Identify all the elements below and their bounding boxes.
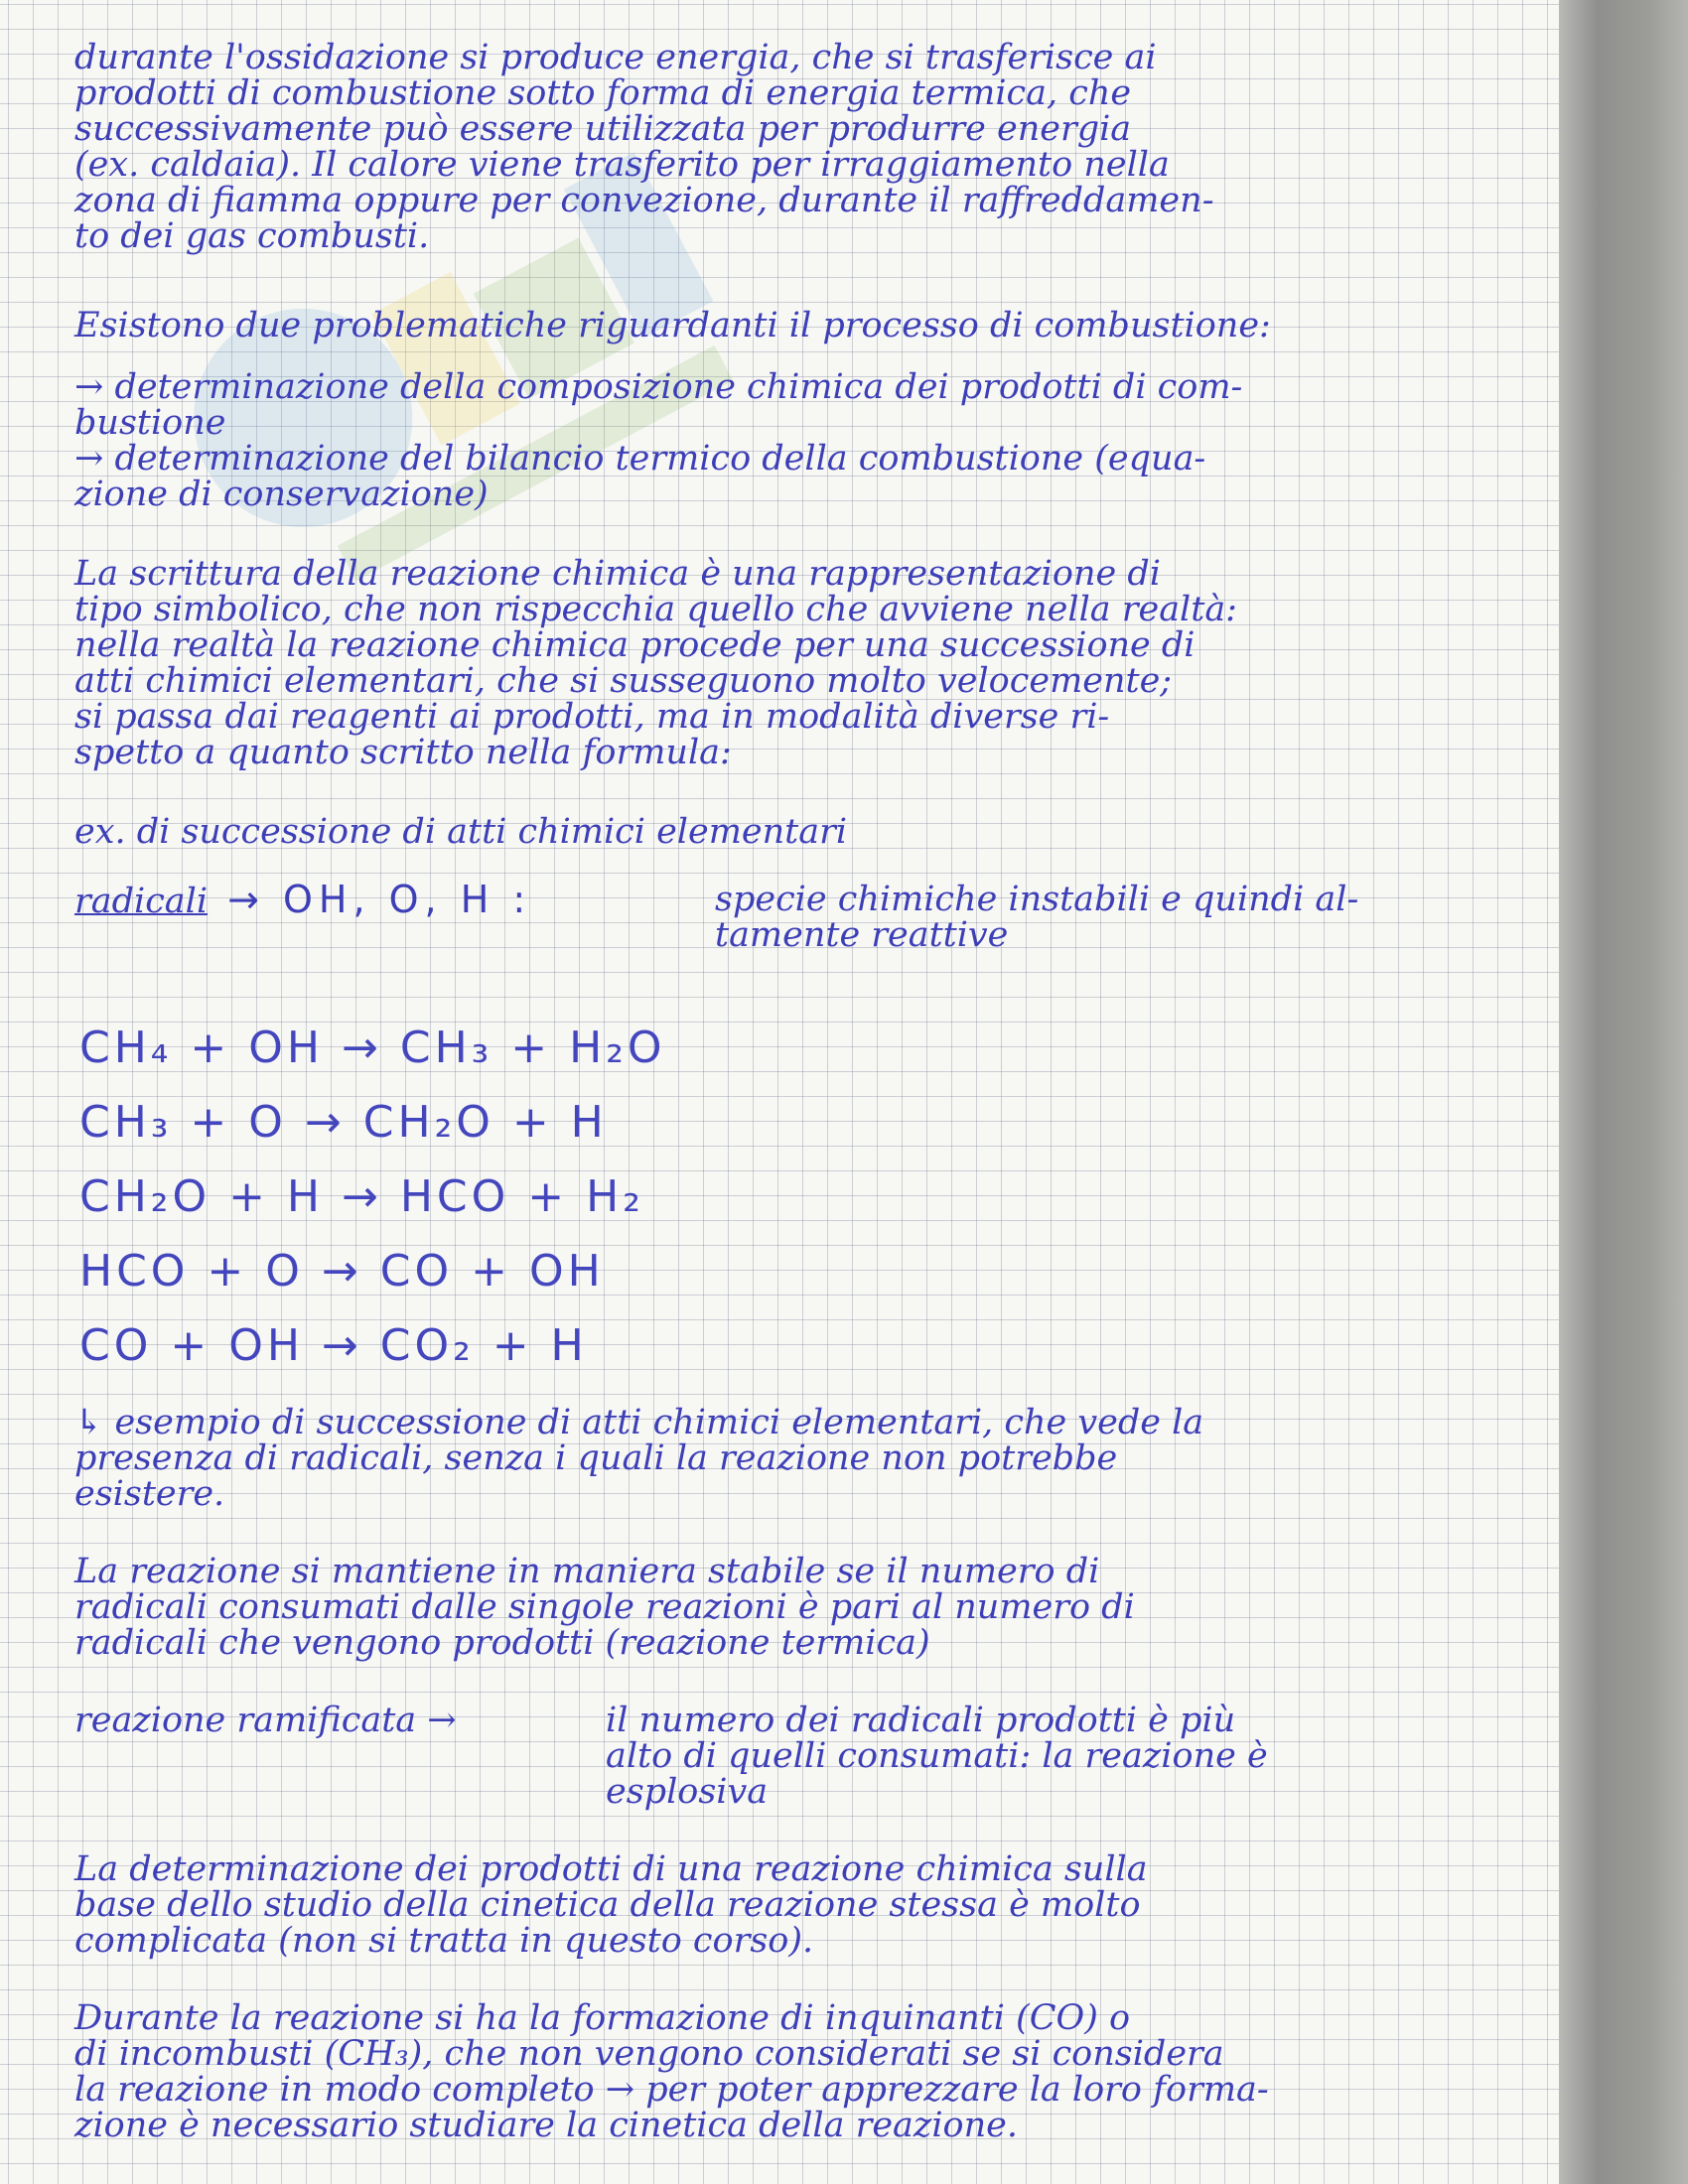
branched-label xyxy=(74,1703,457,1738)
list-item: bustione xyxy=(74,403,226,443)
text-line: alto di quelli consumati: la reazione è xyxy=(606,1736,1268,1776)
text-line: si passa dai reagenti ai prodotti, ma in modalità diverse ri- xyxy=(74,697,1110,737)
text-line: base dello studio della cinetica della reazione stessa è molto xyxy=(74,1885,1141,1925)
problems-list xyxy=(74,369,1242,512)
list-item: → determinazione del bilancio termico della combustione (equa- xyxy=(74,439,1206,478)
text-line: La scrittura della reazione chimica è una rappresentazione di xyxy=(74,554,1161,594)
text-line: presenza di radicali, senza i quali la reazione non potrebbe xyxy=(74,1438,1118,1478)
text-line: specie chimiche instabili e quindi al- xyxy=(715,880,1359,919)
text-line: esistere. xyxy=(74,1474,225,1514)
text-line: durante l'ossidazione si produce energia, che si trasferisce ai xyxy=(74,38,1157,77)
paragraph-stable-reaction xyxy=(74,1554,1135,1661)
text-line: Esistono due problematiche riguardanti il processo di combustione: xyxy=(74,306,1271,345)
text-line: Durante la reazione si ha la formazione di inquinanti (CO) o xyxy=(74,1998,1131,2038)
radicals-line xyxy=(74,878,532,921)
branched-description xyxy=(606,1703,1268,1810)
problems-intro xyxy=(74,308,1271,343)
paragraph-kinetics xyxy=(74,1851,1148,1959)
example-note xyxy=(74,1405,1203,1512)
reaction-3: CH₂O + H → HCO + H₂ xyxy=(79,1171,644,1222)
paragraph-symbolic-reaction xyxy=(74,556,1237,770)
reaction-1: CH₄ + OH → CH₃ + H₂O xyxy=(79,1023,666,1073)
text-line: La determinazione dei prodotti di una reazione chimica sulla xyxy=(74,1849,1148,1889)
text-line: tipo simbolico, che non rispecchia quello che avviene nella realtà: xyxy=(74,590,1237,629)
text-line: di incombusti (CH₃), che non vengono considerati se si considera xyxy=(74,2034,1224,2074)
text-line: zona di fiamma oppure per convezione, durante il raffreddamen- xyxy=(74,181,1214,220)
text-line: reazione ramificata → xyxy=(74,1701,457,1740)
text-line: il numero dei radicali prodotti è più xyxy=(606,1701,1236,1740)
text-line: to dei gas combusti. xyxy=(74,216,430,256)
page-edge-shadow xyxy=(1559,0,1688,2184)
text-line: successivamente può essere utilizzata per produrre energia xyxy=(74,109,1132,149)
text-line: prodotti di combustione sotto forma di energia termica, che xyxy=(74,73,1132,113)
list-item: → determinazione della composizione chimica dei prodotti di com- xyxy=(74,367,1243,407)
paragraph-pollutants xyxy=(74,2000,1269,2143)
text-line: esplosiva xyxy=(606,1772,769,1812)
text-line: atti chimici elementari, che si susseguono molto velocemente; xyxy=(74,661,1173,701)
radicals-label: radicali xyxy=(74,882,209,921)
text-line: tamente reattive xyxy=(715,915,1009,955)
paragraph-oxidation-energy xyxy=(74,40,1214,254)
text-line: La reazione si mantiene in maniera stabile se il numero di xyxy=(74,1552,1100,1591)
radicals-description xyxy=(715,882,1358,953)
reaction-2: CH₃ + O → CH₂O + H xyxy=(79,1097,608,1148)
reaction-4: HCO + O → CO + OH xyxy=(79,1246,605,1297)
text-line: complicata (non si tratta in questo corso). xyxy=(74,1921,814,1961)
text-line: spetto a quanto scritto nella formula: xyxy=(74,733,732,772)
text-line: nella realtà la reazione chimica procede per una successione di xyxy=(74,625,1196,665)
text-line: la reazione in modo completo → per poter apprezzare la loro forma- xyxy=(74,2070,1269,2110)
text-line: (ex. caldaia). Il calore viene trasferito per irraggiamento nella xyxy=(74,145,1170,185)
example-heading xyxy=(74,814,847,850)
text-line: radicali consumati dalle singole reazioni è pari al numero di xyxy=(74,1587,1135,1627)
list-item: zione di conservazione) xyxy=(74,475,489,514)
text-line: zione è necessario studiare la cinetica della reazione. xyxy=(74,2106,1018,2145)
text-line: radicali che vengono prodotti (reazione termica) xyxy=(74,1623,930,1663)
reaction-5: CO + OH → CO₂ + H xyxy=(79,1320,588,1371)
radicals-species: → OH, O, H : xyxy=(227,878,532,921)
text-line: ex. di successione di atti chimici elementari xyxy=(74,812,848,852)
text-line: ↳ esempio di successione di atti chimici elementari, che vede la xyxy=(74,1403,1204,1442)
